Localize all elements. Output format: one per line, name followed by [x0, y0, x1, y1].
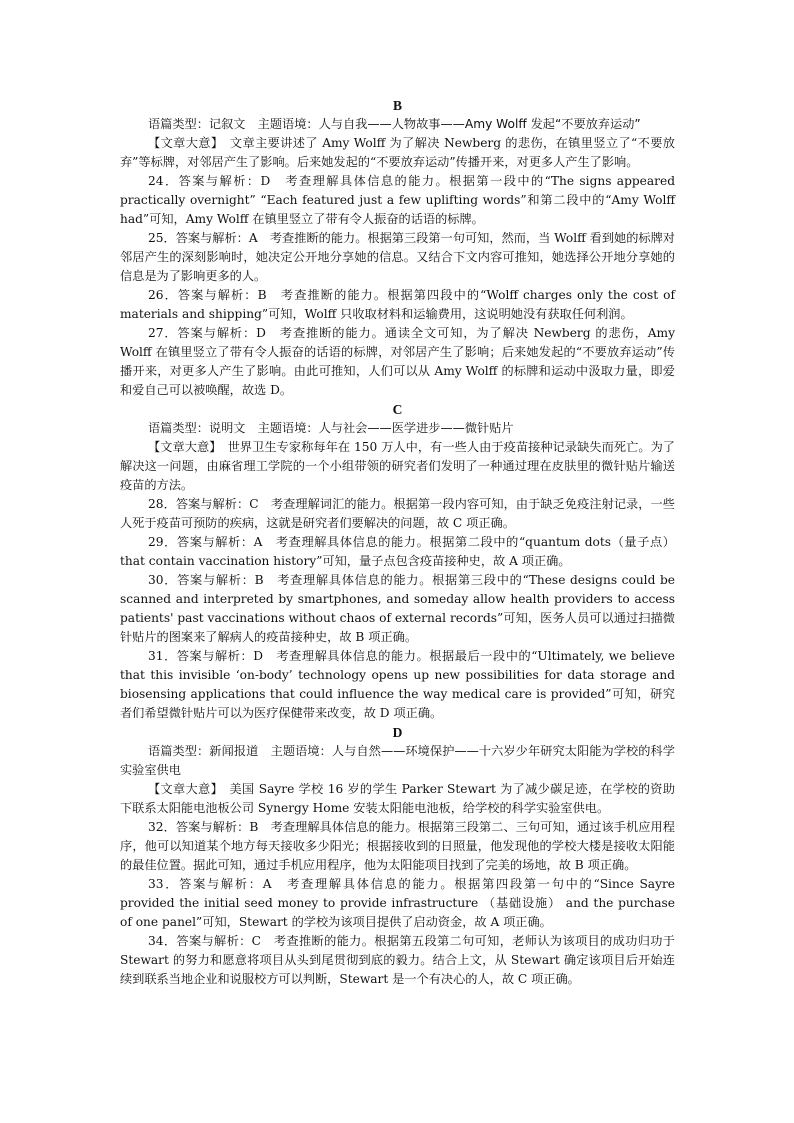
section-letter-b: B — [392, 98, 402, 113]
summary-tag: 【文章大意】 — [148, 782, 217, 796]
section-letter-c: C — [392, 402, 403, 417]
answer-31: 31．答案与解析：D 考查理解具体信息的能力。根据最后一段中的“Ultimately, we believe that this invisible ‘on-body’ technology opens up new possibilities for data storage and biosensing applications that could influence the way medical care is provided”可知，研究者们希望微针贴片可以为医疗保健带来改变，故 D 项正确。 — [120, 649, 675, 720]
answer-32: 32．答案与解析：B 考查理解具体信息的能力。根据第三段第二、三句可知，通过该手机应用程序，他可以知道某个地方每天接收多少阳光；根据接收到的日照量，他发现他的学校大楼是接收太阳能的最佳位置。据此可知，通过手机应用程序，他为太阳能项目找到了完美的场地，故 B 项正确。 — [120, 820, 675, 872]
summary-text: 文章主要讲述了 Amy Wolff 为了解决 Newberg 的悲伤，在镇里竖立了“不要放弃”等标牌，对邻居产生了影响。后来她发起的“不要放弃运动”传播开来，对更多人产生了影响。 — [120, 136, 675, 169]
section-d-summary — [120, 780, 675, 818]
summary-tag: 【文章大意】 — [148, 136, 218, 150]
section-c-summary — [120, 438, 675, 495]
answer-26: 26．答案与解析：B 考查推断的能力。根据第四段中的“Wolff charges only the cost of materials and shipping”可知，Wolff 只收取材料和运输费用，这说明她没有获取任何利润。 — [120, 288, 675, 321]
summary-text: 美国 Sayre 学校 16 岁的学生 Parker Stewart 为了减少碳足迹，在学校的资助下联系太阳能电池板公司 Synergy Home 安装太阳能电池板，给学校的科学实验室供电。 — [120, 782, 676, 815]
answer-27: 27．答案与解析：D 考查推断的能力。通读全文可知，为了解决 Newberg 的悲伤，Amy Wolff 在镇里竖立了带有令人振奋的话语的标牌，对邻居产生了影响；后来她发起的“不要放弃运动”传播开来，对更多人产生了影响。由此可推知，人们可以从 Amy Wolff 的标牌和运动中汲取力量，即爱和爱自己可以被唤醒，故选 D。 — [120, 326, 675, 397]
section-c-genre: 语篇类型：说明文 主题语境：人与社会——医学进步——微针贴片 — [148, 421, 514, 435]
answer-28: 28．答案与解析：C 考查理解词汇的能力。根据第一段内容可知，由于缺乏免疫注射记录，一些人死于疫苗可预防的疾病，这就是研究者们要解决的问题，故 C 项正确。 — [120, 497, 675, 530]
answer-key-content — [120, 96, 675, 989]
answer-34: 34．答案与解析：C 考查推断的能力。根据第五段第二句可知，老师认为该项目的成功归功于 Stewart 的努力和愿意将项目从头到尾贯彻到底的毅力。结合上文，从 Stewart 确定该项目后开始连续到联系当地企业和说服校方可以判断，Stewart 是一个有决心的人，故 C 项正确。 — [120, 934, 675, 986]
section-b-genre: 语篇类型：记叙文 主题语境：人与自我——人物故事——Amy Wolff 发起“不要放弃运动” — [148, 117, 641, 131]
section-letter-d: D — [392, 725, 403, 740]
answer-33: 33．答案与解析：A 考查理解具体信息的能力。根据第四段第一句中的“Since Sayre provided the initial seed money to provide infrastructure （基础设施） and the purchase of one panel”可知，Stewart 的学校为该项目提供了启动资金，故 A 项正确。 — [120, 877, 675, 929]
summary-text: 世界卫生专家称每年在 150 万人中，有一些人由于疫苗接种记录缺失而死亡。为了解决这一问题，由麻省理工学院的一个小组带领的研究者们发明了一种通过理在皮肤里的微针贴片输送疫苗的方法。 — [120, 440, 675, 492]
summary-tag: 【文章大意】 — [148, 440, 216, 454]
answer-29: 29．答案与解析：A 考查理解具体信息的能力。根据第二段中的“quantum dots（量子点） that contain vaccination history”可知，量子点包含疫苗接种史，故 A 项正确。 — [120, 535, 675, 568]
answer-25: 25．答案与解析：A 考查推断的能力。根据第三段第一句可知，然而，当 Wolff 看到她的标牌对邻居产生的深刻影响时，她决定公开地分享她的信息。又结合下文内容可推知，她选择公开地分享她的信息是为了影响更多的人。 — [120, 231, 675, 283]
section-d-genre: 语篇类型：新闻报道 主题语境：人与自然——环境保护——十六岁少年研究太阳能为学校的科学实验室供电 — [120, 744, 675, 777]
answer-30: 30．答案与解析：B 考查理解具体信息的能力。根据第三段中的“These designs could be scanned and interpreted by smartphones, and someday allow health providers to access patients' past vaccinations without chaos of external records”可知，医务人员可以通过扫描微针贴片的图案来了解病人的疫苗接种史，故 B 项正确。 — [120, 573, 675, 644]
answer-24: 24．答案与解析：D 考查理解具体信息的能力。根据第一段中的“The signs appeared practically overnight” “Each featured just a few uplifting words”和第二段中的“Amy Wolff had”可知，Amy Wolff 在镇里竖立了带有令人振奋的话语的标牌。 — [120, 174, 675, 226]
section-b-summary — [120, 134, 675, 172]
